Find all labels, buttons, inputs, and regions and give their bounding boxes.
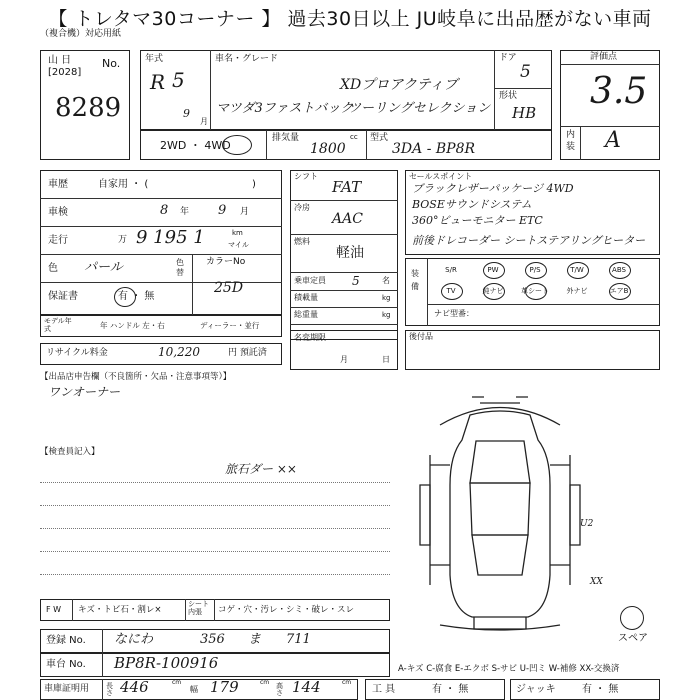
lot-code: [2028] [48, 67, 82, 78]
width-value: 179 [210, 678, 239, 696]
registration-number: 711 [286, 632, 311, 647]
spare-label: スペア [618, 633, 648, 644]
sales-point-1: ブラックレザーパッケージ 4WD [412, 182, 574, 195]
gross-weight-unit: kg [382, 311, 391, 319]
model-option: ツーリングセレクション [348, 101, 491, 116]
fw-items: キズ・トビ石・割レ× [78, 605, 162, 615]
diagram-mark-xx: XX [590, 577, 603, 587]
inspection-year-unit: 年 [180, 207, 190, 217]
chassis-value: BP8R-100916 [114, 654, 219, 672]
equip-leather-seat: 革シート [514, 280, 556, 302]
year-value: 5 [172, 68, 185, 92]
capacity-unit: 名 [382, 276, 390, 285]
aftermarket-box [405, 330, 660, 370]
month-unit: 月 [200, 117, 208, 126]
equip-tv: TV [430, 280, 472, 302]
history-value: 自家用 ・ ( [98, 179, 149, 190]
km-unit: km [232, 229, 243, 237]
color-no-label: カラーNo [206, 257, 246, 267]
length-unit: cm [172, 679, 182, 686]
seller-notes-label: 【出品店申告欄（不良箇所・欠品・注意事項等）】 [40, 372, 232, 382]
doors-label: ドア [499, 53, 517, 63]
aircon-value: AAC [332, 211, 363, 227]
seat-items: コゲ・穴・汚レ・シミ・破レ・スレ [218, 605, 355, 615]
equipment-row-1 [430, 259, 640, 281]
height-value: 144 [292, 678, 321, 696]
year-label: 年式 [145, 54, 164, 64]
warranty-label: 保証書 [48, 291, 78, 302]
lot-number-label: No. [102, 57, 121, 70]
equip-alloy-wheel: T/W [556, 259, 598, 281]
drive-label: 2WD ・ 4WD [160, 139, 231, 152]
tools-options: 有 ・ 無 [432, 684, 469, 695]
mileage-label: 走行 [48, 235, 68, 246]
spare-tire-icon [620, 606, 644, 630]
jack-label: ジャッキ [516, 684, 556, 695]
color-label: 色 [48, 263, 58, 274]
interior-value: A [605, 128, 621, 153]
seat-label: シート 内張 [188, 600, 209, 616]
registration-class: 356 [200, 632, 225, 647]
banner-title: 【 トレタマ30コーナー 】 過去30日以上 JU岐阜に出品歴がない車両 [48, 7, 652, 30]
mileage-value: 9 195 1 [136, 227, 205, 248]
score-value: 3.5 [590, 71, 648, 112]
jack-options: 有 ・ 無 [582, 684, 619, 695]
dealer-type: ディーラー・並行 [200, 321, 260, 330]
mileage-prefix: 万 [118, 235, 128, 245]
seller-notes-text: ワンオーナー [48, 385, 121, 399]
type-label: 型式 [370, 133, 389, 143]
model-year-label: モデル年式 [44, 317, 72, 333]
fuel-value: 軽油 [336, 245, 364, 261]
registration-area: なにわ [114, 632, 154, 647]
equip-power-window: PW [472, 259, 514, 281]
equipment-row-2 [430, 280, 640, 302]
equip-genuine-navi: 純ナビ [472, 280, 514, 302]
cc-unit: cc [350, 133, 358, 141]
load-unit: kg [382, 294, 391, 302]
load-label: 積載量 [294, 293, 318, 302]
equip-aftermarket-navi: 外ナビ [566, 287, 588, 295]
sales-point-2: BOSEサウンドシステム [412, 198, 532, 211]
type-value: 3DA - BP8R [392, 141, 476, 157]
history-label: 車歴 [48, 179, 68, 190]
recycle-unit: 円 預託済 [228, 348, 267, 358]
sheet-note: （複合機）対応用紙 [40, 29, 122, 39]
car-diagram [410, 385, 590, 635]
score-label: 評価点 [590, 52, 618, 62]
color-change-label: 色替 [176, 258, 184, 277]
shift-value: FAT [332, 178, 362, 196]
height-unit: cm [342, 679, 352, 686]
model-name: マツダ3ファストバック [216, 101, 354, 116]
sales-points-label: セールスポイント [409, 172, 473, 181]
aftermarket-label: 後付品 [409, 332, 433, 341]
inspector-notes-text: 旅石ダー ×× [225, 462, 297, 476]
model-grade: XDプロアクティブ [340, 77, 458, 93]
equip-power-steering: P/S [514, 259, 556, 281]
inspection-year: 8 [160, 203, 169, 218]
fuel-label: 燃料 [294, 237, 310, 246]
doors-value: 5 [520, 62, 531, 82]
gross-weight-label: 総重量 [294, 310, 318, 319]
color-value: パール [84, 260, 123, 275]
displacement-value: 1800 [310, 141, 346, 157]
recycle-label: リサイクル料金 [46, 348, 108, 358]
year-month: 9 [183, 107, 190, 120]
width-unit: cm [260, 679, 270, 686]
mile-unit: マイル [228, 241, 249, 249]
drive-selected-ring [222, 135, 252, 155]
chassis-label: 車台 No. [46, 659, 86, 670]
registration-label: 登録 No. [46, 635, 86, 646]
interior-label: 内装 [566, 130, 576, 152]
inspector-notes-label: 【検査員記入】 [40, 447, 100, 457]
recycle-value: 10,220 [158, 345, 200, 359]
equip-abs: ABS [598, 259, 640, 281]
length-value: 446 [120, 678, 149, 696]
name-expiry-month: 月 [340, 355, 348, 364]
name-expiry-day: 日 [382, 355, 390, 364]
warranty-options: 有 ・ 無 [118, 291, 155, 302]
model-label: 車名・グレード [215, 54, 279, 64]
tools-label: 工 具 [372, 684, 396, 695]
capacity-label: 乗車定員 [294, 276, 326, 285]
garage-cert-label: 車庫証明用 [44, 684, 90, 694]
diagram-mark-u2: U2 [580, 519, 594, 529]
history-close: ) [252, 179, 256, 190]
equip-sunroof: S/R [445, 266, 457, 274]
inspection-label: 車検 [48, 207, 68, 218]
fw-label: F W [46, 605, 62, 614]
length-label: 長さ [106, 682, 113, 697]
inspection-month-unit: 月 [240, 207, 250, 217]
shape-label: 形状 [499, 91, 518, 101]
shift-label: シフト [294, 172, 318, 181]
aircon-label: 冷房 [294, 203, 310, 212]
capacity-value: 5 [352, 274, 360, 288]
lot-number: 8289 [55, 93, 122, 123]
navi-model-label: ナビ型番： [434, 309, 474, 318]
registration-kana: ま [248, 632, 262, 647]
height-label: 高さ [276, 682, 283, 697]
damage-legend: A-キズ C-腐食 E-エクボ S-サビ U-凹ミ W-補修 XX-交換済 [398, 664, 620, 674]
warranty-selected-ring [114, 287, 136, 307]
inspection-month: 9 [218, 203, 227, 218]
displacement-label: 排気量 [272, 133, 300, 143]
name-expiry-label: 名変期限 [294, 333, 326, 342]
year-era: R [150, 70, 166, 94]
equipment-label: 装備 [411, 269, 419, 291]
sales-point-4: 前後ドレコーダー シートステアリングヒーター [412, 234, 646, 247]
color-no: 25D [214, 280, 244, 296]
width-label: 幅 [190, 685, 198, 694]
shape-value: HB [512, 104, 537, 122]
venue-label: 山 日 [48, 55, 72, 66]
equip-airbag: エアB [598, 280, 640, 302]
sales-point-3: 360°ビューモニター ETC [412, 214, 543, 227]
inspector-notes-lines [40, 460, 390, 595]
handle-side: 年 ハンドル 左・右 [100, 321, 165, 330]
